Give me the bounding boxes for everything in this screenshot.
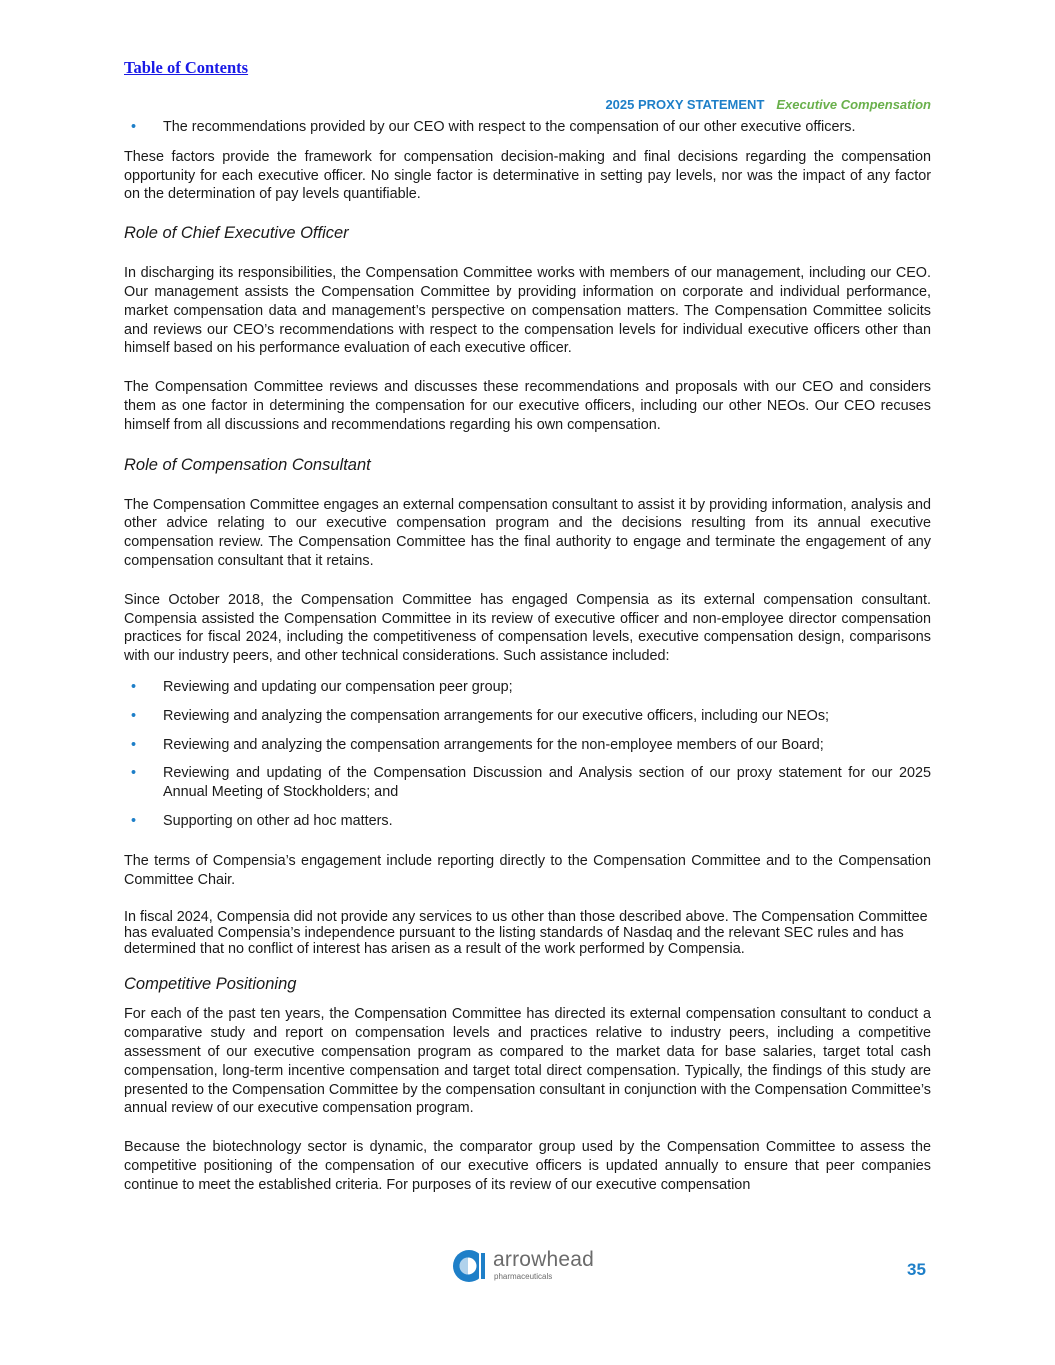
paragraph-ceo-1: In discharging its responsibilities, the Compensation Committee works with members of our management, including our CEO. Our management assists the Compensation Committee by providing information on corporate and individual performance, market compensation data and management’s perspective on compensation matters. The Compensation Committee solicits and reviews our CEO’s recommendations with respect to the compensation levels for individual executive officers other than himself based on his performance evaluation of each executive officer. <box>124 265 931 357</box>
paragraph-competitive-2: Because the biotechnology sector is dynamic, the comparator group used by the Compensation Committee to assess the competitive positioning of the compensation of our executive officers is updated annually to ensure that peer companies continue to meet the established criteria. For purposes of its review of our executive compensation <box>124 1139 931 1193</box>
bullet-icon: • <box>131 765 137 782</box>
bullet-icon: • <box>131 678 137 695</box>
bullet-icon: • <box>131 736 137 753</box>
bullet-icon: • <box>131 812 137 829</box>
heading-competitive-positioning: Competitive Positioning <box>124 975 297 994</box>
logo-subtitle: pharmaceuticals <box>494 1272 553 1281</box>
list-item-text: The recommendations provided by our CEO with respect to the compensation of our other executive officers. <box>163 119 856 135</box>
list-item-text: Reviewing and updating of the Compensation Discussion and Analysis section of our proxy statement for our 2025 Annual Meeting of Stockholders; and <box>163 765 931 801</box>
page-number: 35 <box>907 1260 926 1279</box>
arrowhead-logo <box>452 1249 604 1285</box>
section-label: Executive Compensation <box>776 97 931 112</box>
paragraph-terms: The terms of Compensia’s engagement include reporting directly to the Compensation Committee and to the Compensation Committee Chair. <box>124 852 931 888</box>
list-item <box>124 812 931 831</box>
paragraph-fiscal: In fiscal 2024, Compensia did not provide any services to us other than those described above. The Compensation Committee has evaluated Compensia’s independence pursuant to the listing standards of Nasdaq and the relevant SEC rules and has determined that no conflict of interest has arisen as a result of the work performed by Compensia. <box>124 909 928 958</box>
list-item-text: Reviewing and analyzing the compensation arrangements for our executive officers, including our NEOs; <box>163 707 830 724</box>
paragraph-consultant-1: The Compensation Committee engages an external compensation consultant to assist it by providing information, analysis and other advice relating to our executive compensation program and the decisions resulting from its annual executive compensation review. The Compensation Committee has the final authority to engage and terminate the engagement of any compensation consultant that it retains. <box>124 496 931 569</box>
heading-role-of-consultant: Role of Compensation Consultant <box>124 455 371 474</box>
heading-role-of-ceo: Role of Chief Executive Officer <box>124 224 349 243</box>
bullet-icon: • <box>131 707 137 724</box>
running-header <box>605 97 931 112</box>
table-of-contents-link[interactable]: Table of Contents <box>124 58 249 77</box>
list-item-text: Supporting on other ad hoc matters. <box>163 812 393 829</box>
list-item <box>124 678 931 697</box>
list-item <box>124 118 931 137</box>
list-item-text: Reviewing and updating our compensation peer group; <box>163 678 513 695</box>
list-item <box>124 707 931 726</box>
list-item-text: Reviewing and analyzing the compensation arrangements for the non-employee members of our Board; <box>163 736 824 753</box>
paragraph-ceo-2: The Compensation Committee reviews and discusses these recommendations and proposals with our CEO and considers them as one factor in determining the compensation for our executive officers, including our other NEOs. Our CEO recuses himself from all discussions and recommendations regarding his own compensation. <box>124 379 931 433</box>
assistance-bullet-list <box>124 678 931 831</box>
bullet-icon: • <box>131 119 137 135</box>
main-content <box>124 118 931 1194</box>
paragraph-consultant-2: Since October 2018, the Compensation Committee has engaged Compensia as its external compensation consultant. Compensia assisted the Compensation Committee in its review of executive officer and non-employee director compensation practices for fiscal 2024, including the competitiveness of compensation levels, executive compensation design, comparisons with our industry peers, and other technical considerations. Such assistance included: <box>124 591 931 665</box>
paragraph-factors: These factors provide the framework for compensation decision-making and final decisions regarding the compensation opportunity for each executive officer. No single factor is determinative in setting pay levels, nor was the impact of any factor on the determination of pay levels quantifiable. <box>124 148 931 203</box>
logo-wordmark: arrowhead <box>493 1248 595 1271</box>
top-bullet-list <box>124 118 931 137</box>
list-item <box>124 736 931 755</box>
proxy-statement-label: 2025 PROXY STATEMENT <box>605 97 765 112</box>
list-item <box>124 764 931 802</box>
paragraph-competitive-1: For each of the past ten years, the Compensation Committee has directed its external compensation consultant to conduct a comparative study and report on compensation levels and practices relative to industry peers, including a competitive assessment of our executive compensation program as compared to the market data for base salaries, target total cash compensation, long-term incentive compensation and target total direct compensation. Typically, the findings of this study are presented to the Compensation Committee by the compensation consultant in conjunction with the Compensation Committee’s annual review of our executive compensation program. <box>124 1006 931 1117</box>
